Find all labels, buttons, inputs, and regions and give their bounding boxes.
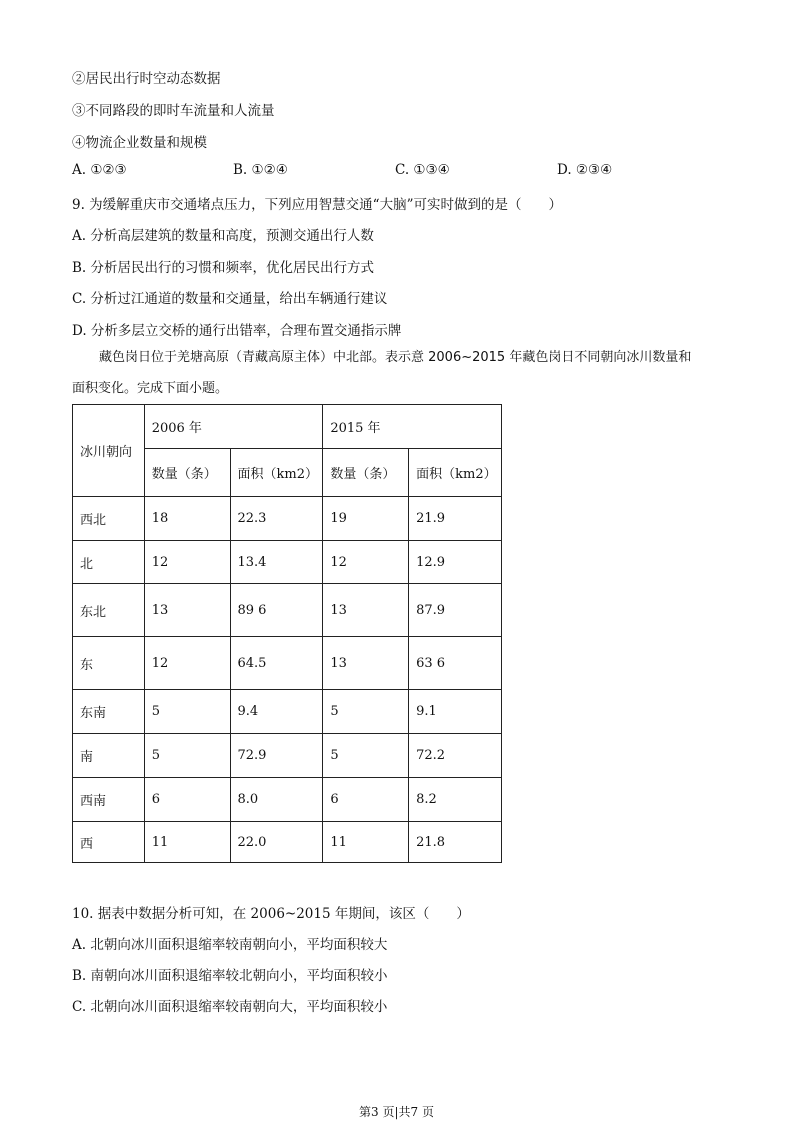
- q9-option-b[interactable]: B. 分析居民出行的习惯和频率，优化居民出行方式: [72, 260, 375, 276]
- direction-cell: 东南: [73, 690, 145, 734]
- count-2006-cell: 13: [144, 584, 230, 637]
- count-2006-cell: 5: [144, 690, 230, 734]
- area-2006-cell: 89 6: [230, 584, 323, 637]
- direction-cell: 西北: [73, 497, 145, 541]
- table-row: [73, 690, 502, 734]
- direction-cell: 东北: [73, 584, 145, 637]
- count-2015-cell: 11: [323, 822, 409, 863]
- area-2015-cell: 87.9: [409, 584, 502, 637]
- area-2006-cell: 64.5: [230, 637, 323, 690]
- area-2015-cell: 21.8: [409, 822, 502, 863]
- area-2015-cell: 21.9: [409, 497, 502, 541]
- count-header-2006: 数量（条）: [144, 449, 230, 497]
- direction-cell: 西: [73, 822, 145, 863]
- count-2015-cell: 13: [323, 584, 409, 637]
- q10-option-a[interactable]: A. 北朝向冰川面积退缩率较南朝向小，平均面积较大: [72, 937, 388, 953]
- table-row: [73, 497, 502, 541]
- area-2015-cell: 8.2: [409, 778, 502, 822]
- area-2006-cell: 72.9: [230, 734, 323, 778]
- q10-option-c[interactable]: C. 北朝向冰川面积退缩率较南朝向大，平均面积较小: [72, 999, 388, 1015]
- count-2006-cell: 12: [144, 541, 230, 584]
- area-header-2015: 面积（km2）: [409, 449, 502, 497]
- count-2015-cell: 5: [323, 690, 409, 734]
- direction-cell: 东: [73, 637, 145, 690]
- orient-header: 冰川朝向: [73, 405, 145, 497]
- count-2006-cell: 5: [144, 734, 230, 778]
- prev-option-d[interactable]: D. ②③④: [557, 162, 613, 178]
- q10-stem: 10. 据表中数据分析可知，在 2006~2015 年期间，该区（ ）: [72, 906, 470, 922]
- area-2006-cell: 13.4: [230, 541, 323, 584]
- q10-option-b[interactable]: B. 南朝向冰川面积退缩率较北朝向小，平均面积较小: [72, 968, 388, 984]
- prev-option-c[interactable]: C. ①③④: [395, 162, 450, 178]
- count-header-2015: 数量（条）: [323, 449, 409, 497]
- area-header-2006: 面积（km2）: [230, 449, 323, 497]
- count-2006-cell: 12: [144, 637, 230, 690]
- prev-option-b[interactable]: B. ①②④: [233, 162, 288, 178]
- q9-option-c[interactable]: C. 分析过江通道的数量和交通量，给出车辆通行建议: [72, 291, 388, 307]
- intro-line-2: 面积变化。完成下面小题。: [72, 381, 229, 396]
- prev-item-2: ②居民出行时空动态数据: [72, 71, 221, 87]
- count-2015-cell: 5: [323, 734, 409, 778]
- area-2015-cell: 72.2: [409, 734, 502, 778]
- direction-cell: 北: [73, 541, 145, 584]
- table-row: [73, 822, 502, 863]
- q9-option-a[interactable]: A. 分析高层建筑的数量和高度，预测交通出行人数: [72, 228, 374, 244]
- count-2015-cell: 19: [323, 497, 409, 541]
- direction-cell: 西南: [73, 778, 145, 822]
- table-row: [73, 541, 502, 584]
- area-2006-cell: 9.4: [230, 690, 323, 734]
- page-footer: 第3 页|共7 页: [359, 1105, 434, 1119]
- table-row: [73, 637, 502, 690]
- count-2006-cell: 18: [144, 497, 230, 541]
- count-2015-cell: 12: [323, 541, 409, 584]
- count-2015-cell: 6: [323, 778, 409, 822]
- prev-item-3: ③不同路段的即时车流量和人流量: [72, 103, 275, 119]
- table-row: [73, 734, 502, 778]
- table-row: [73, 778, 502, 822]
- prev-item-4: ④物流企业数量和规模: [72, 135, 207, 151]
- intro-line-1: 藏色岗日位于羌塘高原（青藏高原主体）中北部。表示意 2006~2015 年藏色岗日不同朝向冰川数量和: [99, 350, 692, 365]
- q9-option-d[interactable]: D. 分析多层立交桥的通行出错率，合理布置交通指示牌: [72, 323, 402, 339]
- area-2006-cell: 22.0: [230, 822, 323, 863]
- area-2015-cell: 12.9: [409, 541, 502, 584]
- count-2006-cell: 11: [144, 822, 230, 863]
- area-2006-cell: 8.0: [230, 778, 323, 822]
- area-2015-cell: 9.1: [409, 690, 502, 734]
- glacier-table: [72, 404, 502, 863]
- material-intro: [72, 342, 722, 404]
- area-2006-cell: 22.3: [230, 497, 323, 541]
- count-2015-cell: 13: [323, 637, 409, 690]
- year-2015-header: 2015 年: [323, 405, 502, 449]
- count-2006-cell: 6: [144, 778, 230, 822]
- year-2006-header: 2006 年: [144, 405, 323, 449]
- table-row: [73, 584, 502, 637]
- q9-stem: 9. 为缓解重庆市交通堵点压力，下列应用智慧交通“大脑”可实时做到的是（ ）: [72, 197, 562, 213]
- direction-cell: 南: [73, 734, 145, 778]
- area-2015-cell: 63 6: [409, 637, 502, 690]
- prev-option-a[interactable]: A. ①②③: [72, 162, 127, 178]
